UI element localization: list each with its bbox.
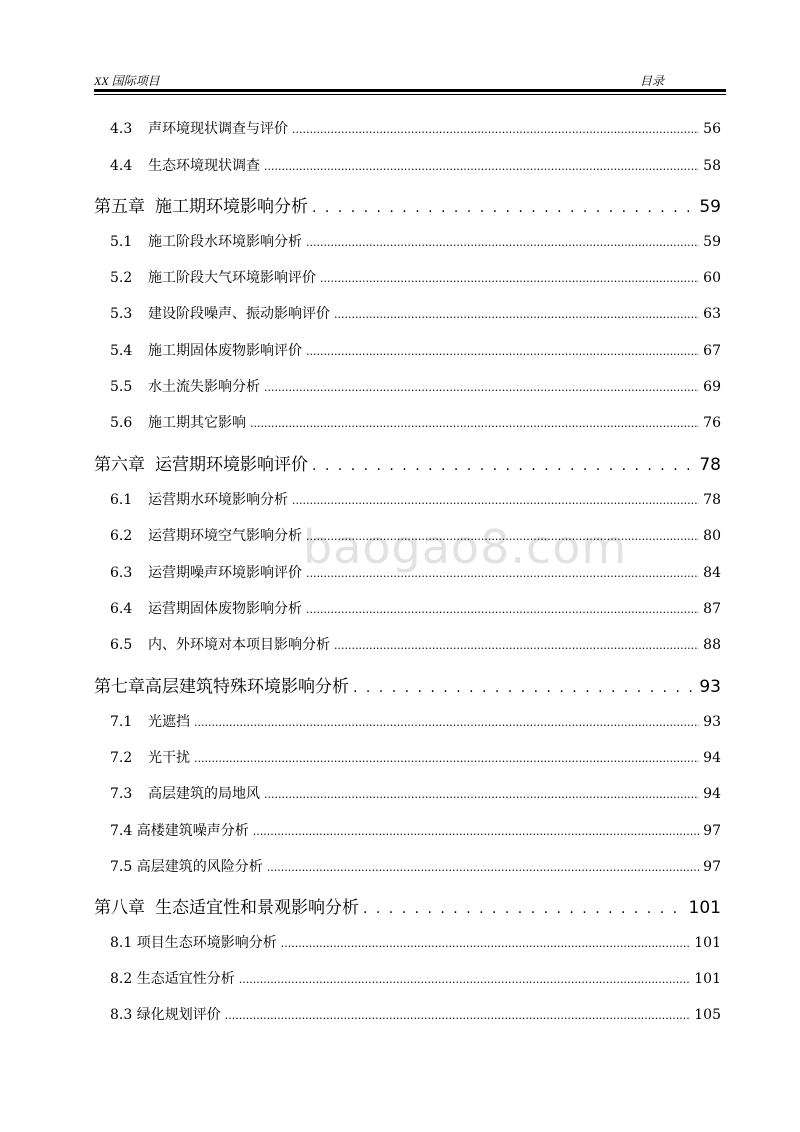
toc-dot-leader <box>312 197 695 217</box>
toc-section-entry[interactable] <box>110 155 721 175</box>
toc-entry-title: 建设阶段噪声、振动影响评价 <box>148 306 330 322</box>
toc-page-number: 93 <box>703 714 721 730</box>
toc-entry-title: 光干扰 <box>148 750 190 766</box>
toc-chapter-entry[interactable] <box>94 893 721 918</box>
toc-dot-leader <box>225 1007 691 1023</box>
toc-chapter-entry[interactable] <box>94 192 721 217</box>
toc-dot-leader <box>320 270 699 286</box>
toc-dot-leader <box>306 234 699 250</box>
toc-entry-number: 6.4 <box>110 601 133 617</box>
toc-page-number: 101 <box>688 898 721 918</box>
toc-section-entry[interactable] <box>110 525 721 545</box>
toc-dot-leader <box>334 637 699 653</box>
toc-section-entry[interactable] <box>110 412 721 432</box>
toc-section-entry[interactable] <box>110 856 721 876</box>
header-rule-thin <box>94 94 726 95</box>
toc-entry-title: 施工阶段水环境影响分析 <box>148 234 302 250</box>
toc-entry-title: 声环境现状调查与评价 <box>148 121 288 137</box>
toc-page-number: 94 <box>703 786 721 802</box>
toc-page-number: 56 <box>703 121 721 137</box>
toc-section-entry[interactable] <box>110 711 721 731</box>
toc-dot-leader <box>363 898 685 918</box>
header-section-title: 目录 <box>639 74 664 88</box>
watermark: baogao8.com <box>303 520 628 574</box>
toc-section-entry[interactable] <box>110 118 721 138</box>
toc-entry-number: 4.3 <box>110 121 133 137</box>
toc-entry-title: 8.1 项目生态环境影响分析 <box>110 935 277 951</box>
toc-dot-leader <box>312 455 695 475</box>
toc-section-entry[interactable] <box>110 231 721 251</box>
toc-dot-leader <box>292 492 699 508</box>
toc-chapter-entry[interactable] <box>94 450 721 475</box>
toc-entry-title: 生态适宜性和景观影响分析 <box>155 898 359 918</box>
toc-entry-title: 生态环境现状调查 <box>148 158 260 174</box>
toc-section-entry[interactable] <box>110 340 721 360</box>
toc-page-number: 94 <box>703 750 721 766</box>
toc-entry-title: 运营期环境影响评价 <box>155 455 308 475</box>
page-header <box>94 68 726 90</box>
toc-entry-number: 6.3 <box>110 565 133 581</box>
toc-dot-leader <box>194 750 699 766</box>
toc-entry-number: 第八章 <box>94 898 145 918</box>
toc-page-number: 59 <box>699 197 721 217</box>
toc-section-entry[interactable] <box>110 634 721 654</box>
toc-entry-title: 施工期固体废物影响评价 <box>148 343 302 359</box>
toc-page-number: 97 <box>703 823 721 839</box>
toc-entry-number: 5.4 <box>110 343 133 359</box>
toc-page-number: 76 <box>703 415 721 431</box>
toc-page-number: 105 <box>694 1007 721 1023</box>
toc-dot-leader <box>353 677 695 697</box>
toc-page-number: 84 <box>703 565 721 581</box>
toc-entry-number: 5.1 <box>110 234 133 250</box>
toc-dot-leader <box>264 379 699 395</box>
toc-entry-number: 7.3 <box>110 786 133 802</box>
toc-dot-leader <box>267 859 699 875</box>
toc-page-number: 63 <box>703 306 721 322</box>
toc-section-entry[interactable] <box>110 562 721 582</box>
toc-dot-leader <box>250 415 699 431</box>
toc-section-entry[interactable] <box>110 783 721 803</box>
toc-entry-title: 7.4 高楼建筑噪声分析 <box>110 823 249 839</box>
toc-dot-leader <box>239 971 691 987</box>
toc-page-number: 101 <box>694 935 721 951</box>
toc-dot-leader <box>292 121 699 137</box>
toc-page-number: 59 <box>703 234 721 250</box>
toc-page-number: 80 <box>703 528 721 544</box>
toc-dot-leader <box>281 935 691 951</box>
toc-entry-number: 5.6 <box>110 415 133 431</box>
toc-dot-leader <box>264 786 699 802</box>
header-project-name: XX 国际项目 <box>94 74 160 88</box>
toc-page-number: 87 <box>703 601 721 617</box>
toc-entry-number: 6.1 <box>110 492 133 508</box>
toc-dot-leader <box>253 823 699 839</box>
toc-entry-title: 8.2 生态适宜性分析 <box>110 971 235 987</box>
toc-dot-leader <box>264 158 699 174</box>
toc-page-number: 58 <box>703 158 721 174</box>
toc-entry-title: 施工期其它影响 <box>148 415 246 431</box>
toc-dot-leader <box>194 714 699 730</box>
toc-entry-number: 5.5 <box>110 379 133 395</box>
toc-dot-leader <box>306 601 699 617</box>
toc-entry-title: 施工阶段大气环境影响评价 <box>148 270 316 286</box>
toc-entry-number: 6.5 <box>110 637 133 653</box>
toc-entry-number: 6.2 <box>110 528 133 544</box>
toc-entry-title: 运营期噪声环境影响评价 <box>148 565 302 581</box>
toc-section-entry[interactable] <box>110 303 721 323</box>
toc-dot-leader <box>306 565 699 581</box>
toc-section-entry[interactable] <box>110 968 721 988</box>
toc-entry-number: 5.2 <box>110 270 133 286</box>
toc-section-entry[interactable] <box>110 598 721 618</box>
toc-entry-title: 内、外环境对本项目影响分析 <box>148 637 330 653</box>
toc-section-entry[interactable] <box>110 376 721 396</box>
toc-section-entry[interactable] <box>110 267 721 287</box>
toc-entry-number: 5.3 <box>110 306 133 322</box>
toc-section-entry[interactable] <box>110 932 721 952</box>
toc-entry-title: 第七章高层建筑特殊环境影响分析 <box>94 677 349 697</box>
toc-entry-number: 7.1 <box>110 714 133 730</box>
toc-section-entry[interactable] <box>110 1004 721 1024</box>
toc-entry-title: 8.3 绿化规划评价 <box>110 1007 221 1023</box>
toc-page-number: 69 <box>703 379 721 395</box>
toc-page-number: 78 <box>703 492 721 508</box>
toc-page-number: 60 <box>703 270 721 286</box>
toc-entry-title: 7.5 高层建筑的风险分析 <box>110 859 263 875</box>
toc-chapter-entry[interactable] <box>94 672 721 697</box>
toc-section-entry[interactable] <box>110 820 721 840</box>
toc-dot-leader <box>334 306 699 322</box>
toc-entry-number: 7.2 <box>110 750 133 766</box>
toc-entry-number: 4.4 <box>110 158 133 174</box>
toc-entry-title: 运营期环境空气影响分析 <box>148 528 302 544</box>
toc-dot-leader <box>306 528 699 544</box>
toc-page-number: 78 <box>699 455 721 475</box>
toc-page-number: 88 <box>703 637 721 653</box>
toc-dot-leader <box>306 343 699 359</box>
toc-entry-title: 水土流失影响分析 <box>148 379 260 395</box>
toc-entry-title: 运营期固体废物影响分析 <box>148 601 302 617</box>
toc-entry-title: 施工期环境影响分析 <box>155 197 308 217</box>
toc-page-number: 67 <box>703 343 721 359</box>
toc-section-entry[interactable] <box>110 747 721 767</box>
toc-page-number: 93 <box>699 677 721 697</box>
toc-entry-number: 第五章 <box>94 197 145 217</box>
toc-section-entry[interactable] <box>110 489 721 509</box>
toc-entry-title: 光遮挡 <box>148 714 190 730</box>
toc-entry-number: 第六章 <box>94 455 145 475</box>
header-rule-thick <box>94 89 726 92</box>
toc-page-number: 101 <box>694 971 721 987</box>
toc-page-number: 97 <box>703 859 721 875</box>
toc-entry-title: 运营期水环境影响分析 <box>148 492 288 508</box>
toc-entry-title: 高层建筑的局地风 <box>148 786 260 802</box>
